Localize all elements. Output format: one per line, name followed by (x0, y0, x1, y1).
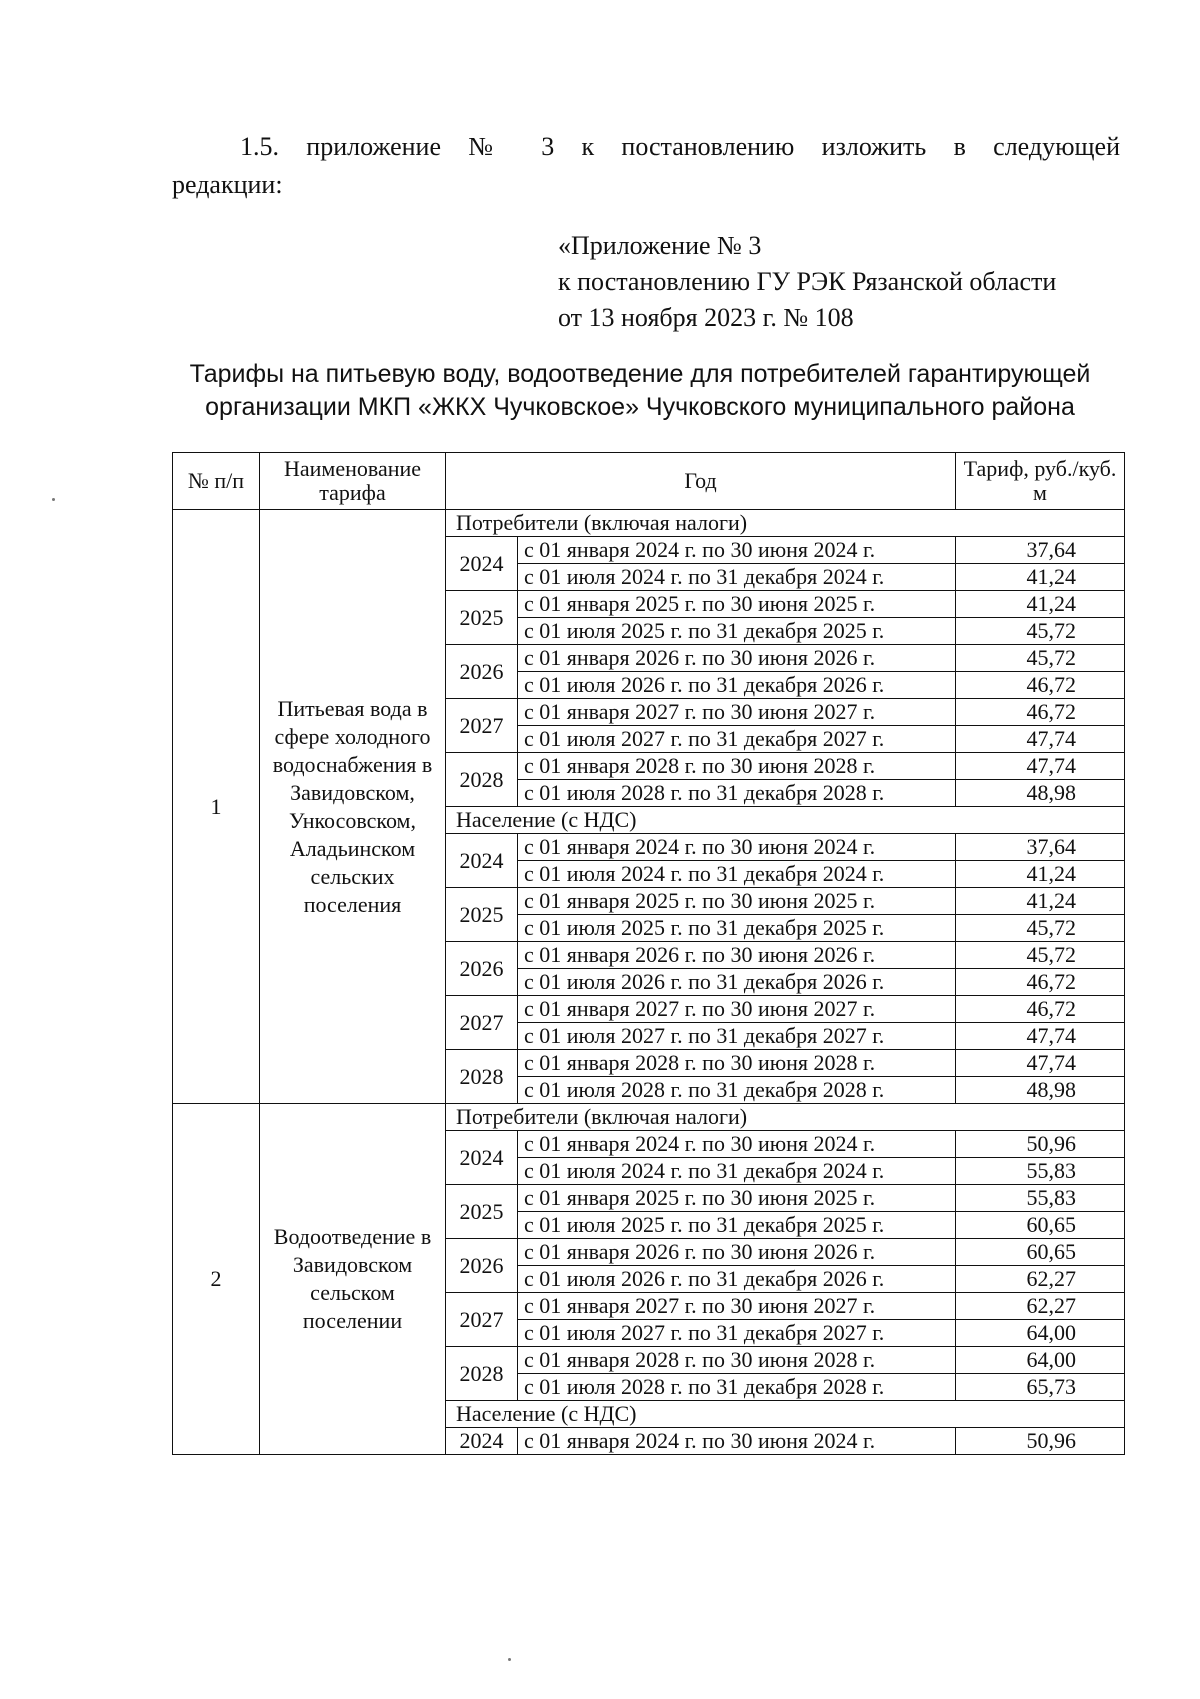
year-cell: 2027 (446, 699, 518, 753)
consumer-group-label: Потребители (включая налоги) (446, 510, 1125, 537)
year-cell: 2026 (446, 942, 518, 996)
tariff-value-cell: 41,24 (956, 564, 1125, 591)
tariff-value-cell: 46,72 (956, 996, 1125, 1023)
header-num: № п/п (173, 453, 260, 510)
period-cell: с 01 июля 2026 г. по 31 декабря 2026 г. (518, 672, 956, 699)
tariff-value-cell: 50,96 (956, 1131, 1125, 1158)
group-row (173, 510, 1125, 537)
tariff-value-cell: 62,27 (956, 1293, 1125, 1320)
tariff-value-cell: 48,98 (956, 780, 1125, 807)
tariff-name: Питьевая вода в сфере холодного водоснабжения в Завидовском, Ункосовском, Аладьинском сельских поселения (260, 510, 446, 1104)
period-cell: с 01 января 2027 г. по 30 июня 2027 г. (518, 1293, 956, 1320)
tariff-value-cell: 46,72 (956, 699, 1125, 726)
tariff-value-cell: 55,83 (956, 1158, 1125, 1185)
tariff-value-cell: 48,98 (956, 1077, 1125, 1104)
period-cell: с 01 июля 2024 г. по 31 декабря 2024 г. (518, 564, 956, 591)
appendix-line-3: от 13 ноября 2023 г. № 108 (558, 303, 854, 332)
period-cell: с 01 января 2027 г. по 30 июня 2027 г. (518, 699, 956, 726)
period-cell: с 01 января 2024 г. по 30 июня 2024 г. (518, 1131, 956, 1158)
tariff-value-cell: 45,72 (956, 942, 1125, 969)
tariff-value-cell: 37,64 (956, 537, 1125, 564)
period-cell: с 01 июля 2024 г. по 31 декабря 2024 г. (518, 1158, 956, 1185)
tariff-value-cell: 55,83 (956, 1185, 1125, 1212)
tariff-value-cell: 41,24 (956, 888, 1125, 915)
tariff-value-cell: 47,74 (956, 1050, 1125, 1077)
consumer-group-label: Население (с НДС) (446, 807, 1125, 834)
intro-paragraph (172, 128, 1120, 204)
consumer-group-label: Потребители (включая налоги) (446, 1104, 1125, 1131)
title-line-1: Тарифы на питьевую воду, водоотведение для потребителей гарантирующей (189, 360, 1091, 388)
period-cell: с 01 июля 2026 г. по 31 декабря 2026 г. (518, 1266, 956, 1293)
tariff-value-cell: 60,65 (956, 1212, 1125, 1239)
period-cell: с 01 января 2025 г. по 30 июня 2025 г. (518, 591, 956, 618)
tariff-value-cell: 45,72 (956, 618, 1125, 645)
tariff-value-cell: 64,00 (956, 1347, 1125, 1374)
period-cell: с 01 января 2025 г. по 30 июня 2025 г. (518, 888, 956, 915)
period-cell: с 01 января 2028 г. по 30 июня 2028 г. (518, 1050, 956, 1077)
tariff-value-cell: 64,00 (956, 1320, 1125, 1347)
period-cell: с 01 января 2026 г. по 30 июня 2026 г. (518, 645, 956, 672)
period-cell: с 01 июля 2028 г. по 31 декабря 2028 г. (518, 1374, 956, 1401)
intro-line-2: редакции: (172, 170, 283, 199)
period-cell: с 01 января 2024 г. по 30 июня 2024 г. (518, 834, 956, 861)
scan-speck (52, 498, 55, 501)
consumer-group-label: Население (с НДС) (446, 1401, 1125, 1428)
year-cell: 2028 (446, 753, 518, 807)
period-cell: с 01 июля 2027 г. по 31 декабря 2027 г. (518, 1320, 956, 1347)
tariff-value-cell: 41,24 (956, 861, 1125, 888)
header-tariff: Тариф, руб./куб. м (956, 453, 1125, 510)
tariff-value-cell: 37,64 (956, 834, 1125, 861)
year-cell: 2025 (446, 591, 518, 645)
period-cell: с 01 января 2024 г. по 30 июня 2024 г. (518, 1428, 956, 1455)
tariff-value-cell: 62,27 (956, 1266, 1125, 1293)
period-cell: с 01 января 2028 г. по 30 июня 2028 г. (518, 753, 956, 780)
tariff-value-cell: 50,96 (956, 1428, 1125, 1455)
year-cell: 2028 (446, 1050, 518, 1104)
intro-line-1: 1.5. приложение № 3 к постановлению изложить в следующей (240, 132, 1120, 161)
period-cell: с 01 января 2024 г. по 30 июня 2024 г. (518, 537, 956, 564)
year-cell: 2026 (446, 1239, 518, 1293)
title-line-2: организации МКП «ЖКХ Чучковское» Чучковского муниципального района (205, 393, 1075, 421)
table-header-row (173, 453, 1125, 510)
tariff-value-cell: 47,74 (956, 1023, 1125, 1050)
period-cell: с 01 июля 2024 г. по 31 декабря 2024 г. (518, 861, 956, 888)
year-cell: 2027 (446, 1293, 518, 1347)
tariff-value-cell: 47,74 (956, 753, 1125, 780)
period-cell: с 01 июля 2025 г. по 31 декабря 2025 г. (518, 1212, 956, 1239)
period-cell: с 01 июля 2025 г. по 31 декабря 2025 г. (518, 915, 956, 942)
tariff-value-cell: 47,74 (956, 726, 1125, 753)
period-cell: с 01 июля 2028 г. по 31 декабря 2028 г. (518, 1077, 956, 1104)
appendix-header (558, 228, 1056, 336)
year-cell: 2025 (446, 1185, 518, 1239)
year-cell: 2027 (446, 996, 518, 1050)
period-cell: с 01 июля 2026 г. по 31 декабря 2026 г. (518, 969, 956, 996)
tariff-value-cell: 41,24 (956, 591, 1125, 618)
row-number: 2 (173, 1104, 260, 1455)
period-cell: с 01 июля 2028 г. по 31 декабря 2028 г. (518, 780, 956, 807)
period-cell: с 01 июля 2027 г. по 31 декабря 2027 г. (518, 1023, 956, 1050)
appendix-line-2: к постановлению ГУ РЭК Рязанской области (558, 267, 1057, 296)
period-cell: с 01 января 2028 г. по 30 июня 2028 г. (518, 1347, 956, 1374)
tariff-table (172, 452, 1125, 1455)
tariff-value-cell: 65,73 (956, 1374, 1125, 1401)
tariff-name: Водоотведение в Завидовском сельском поселении (260, 1104, 446, 1455)
year-cell: 2024 (446, 1131, 518, 1185)
period-cell: с 01 июля 2025 г. по 31 декабря 2025 г. (518, 618, 956, 645)
header-year: Год (446, 453, 956, 510)
year-cell: 2024 (446, 537, 518, 591)
year-cell: 2024 (446, 1428, 518, 1455)
row-number: 1 (173, 510, 260, 1104)
header-name: Наименование тарифа (260, 453, 446, 510)
period-cell: с 01 января 2026 г. по 30 июня 2026 г. (518, 942, 956, 969)
group-row (173, 1104, 1125, 1131)
period-cell: с 01 января 2025 г. по 30 июня 2025 г. (518, 1185, 956, 1212)
appendix-line-1: «Приложение № 3 (558, 231, 762, 260)
year-cell: 2026 (446, 645, 518, 699)
year-cell: 2028 (446, 1347, 518, 1401)
year-cell: 2025 (446, 888, 518, 942)
period-cell: с 01 января 2027 г. по 30 июня 2027 г. (518, 996, 956, 1023)
tariff-value-cell: 60,65 (956, 1239, 1125, 1266)
scan-speck (508, 1658, 511, 1661)
year-cell: 2024 (446, 834, 518, 888)
period-cell: с 01 июля 2027 г. по 31 декабря 2027 г. (518, 726, 956, 753)
tariff-table-body (173, 453, 1125, 1455)
tariff-value-cell: 46,72 (956, 672, 1125, 699)
period-cell: с 01 января 2026 г. по 30 июня 2026 г. (518, 1239, 956, 1266)
tariff-value-cell: 45,72 (956, 645, 1125, 672)
tariff-value-cell: 45,72 (956, 915, 1125, 942)
tariff-value-cell: 46,72 (956, 969, 1125, 996)
table-title (160, 358, 1120, 424)
